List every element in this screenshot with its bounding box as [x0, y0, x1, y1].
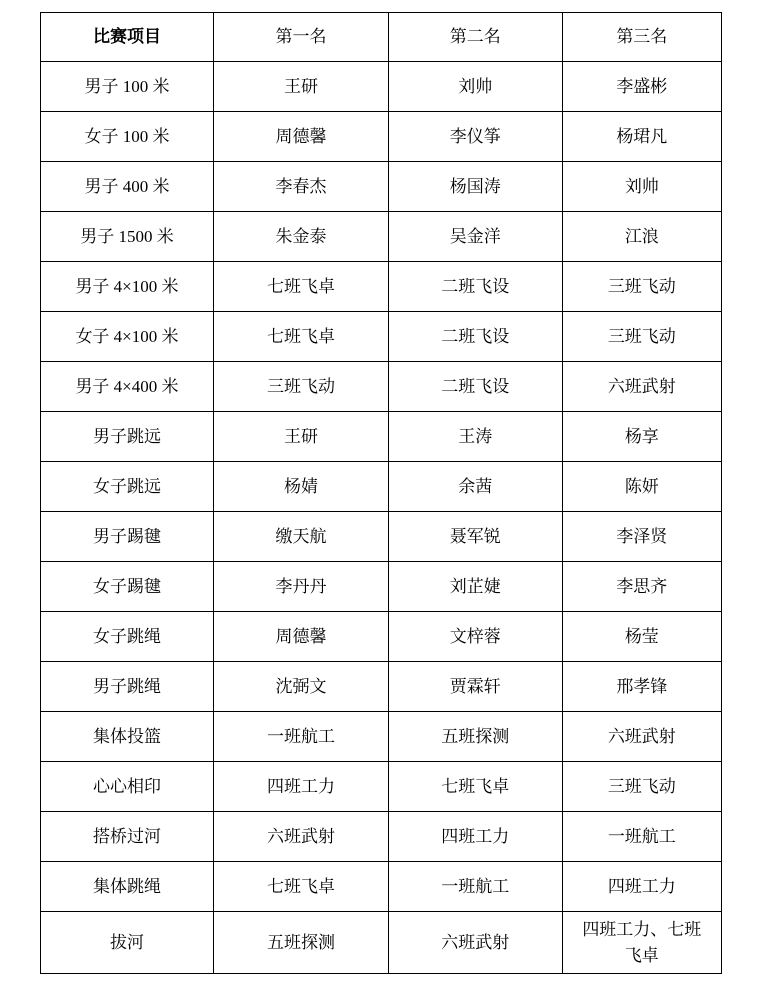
- winner-cell: 缴天航: [213, 512, 388, 562]
- event-cell: 男子踢毽: [41, 512, 214, 562]
- winner-cell: 二班飞设: [388, 262, 562, 312]
- table-row: [41, 862, 722, 912]
- winner-cell: 七班飞卓: [213, 262, 388, 312]
- winner-cell: 江浪: [562, 212, 721, 262]
- table-row: [41, 612, 722, 662]
- winner-cell: 李丹丹: [213, 562, 388, 612]
- winner-cell: 杨婧: [213, 462, 388, 512]
- header-cell-third-place: 第三名: [562, 13, 721, 62]
- winner-cell: 杨享: [562, 412, 721, 462]
- winner-cell: 一班航工: [562, 812, 721, 862]
- event-cell: 男子 400 米: [41, 162, 214, 212]
- winner-cell: 五班探测: [213, 912, 388, 974]
- winner-cell: 六班武射: [562, 362, 721, 412]
- table-row: [41, 62, 722, 112]
- winner-cell: 刘芷婕: [388, 562, 562, 612]
- winner-cell: 一班航工: [213, 712, 388, 762]
- table-row: [41, 562, 722, 612]
- winner-cell: 王涛: [388, 412, 562, 462]
- winner-cell: 李思齐: [562, 562, 721, 612]
- table-row: [41, 212, 722, 262]
- winner-cell: 杨珺凡: [562, 112, 721, 162]
- winner-cell: 四班工力: [388, 812, 562, 862]
- event-cell: 男子跳远: [41, 412, 214, 462]
- winner-cell: 杨国涛: [388, 162, 562, 212]
- header-cell-event: 比赛项目: [41, 13, 214, 62]
- table-row: [41, 412, 722, 462]
- event-cell: 心心相印: [41, 762, 214, 812]
- winner-cell: 六班武射: [562, 712, 721, 762]
- winner-cell: 三班飞动: [562, 312, 721, 362]
- table-row: [41, 912, 722, 974]
- table-row: [41, 312, 722, 362]
- winner-cell: 余茜: [388, 462, 562, 512]
- event-cell: 男子 4×100 米: [41, 262, 214, 312]
- winner-cell: 三班飞动: [213, 362, 388, 412]
- table-row: [41, 712, 722, 762]
- winner-cell: 杨莹: [562, 612, 721, 662]
- event-cell: 搭桥过河: [41, 812, 214, 862]
- winner-cell: 四班工力、七班 飞卓: [562, 912, 721, 974]
- event-cell: 女子跳绳: [41, 612, 214, 662]
- winner-cell: 李仪筝: [388, 112, 562, 162]
- event-cell: 男子 4×400 米: [41, 362, 214, 412]
- winner-cell: 王研: [213, 412, 388, 462]
- event-cell: 女子踢毽: [41, 562, 214, 612]
- event-cell: 集体跳绳: [41, 862, 214, 912]
- event-cell: 女子跳远: [41, 462, 214, 512]
- winner-cell: 刘帅: [388, 62, 562, 112]
- event-cell: 拔河: [41, 912, 214, 974]
- winner-cell: 五班探测: [388, 712, 562, 762]
- winner-cell: 吴金洋: [388, 212, 562, 262]
- winner-cell: 三班飞动: [562, 262, 721, 312]
- event-cell: 集体投篮: [41, 712, 214, 762]
- table-row: [41, 762, 722, 812]
- winner-cell: 聂军锐: [388, 512, 562, 562]
- table-row: [41, 162, 722, 212]
- event-cell: 女子 4×100 米: [41, 312, 214, 362]
- table-row: [41, 812, 722, 862]
- event-cell: 女子 100 米: [41, 112, 214, 162]
- header-cell-second-place: 第二名: [388, 13, 562, 62]
- winner-cell: 陈妍: [562, 462, 721, 512]
- winner-cell: 七班飞卓: [213, 862, 388, 912]
- winner-cell: 七班飞卓: [213, 312, 388, 362]
- event-cell: 男子 100 米: [41, 62, 214, 112]
- winner-cell: 刘帅: [562, 162, 721, 212]
- winner-cell: 二班飞设: [388, 362, 562, 412]
- winner-cell: 四班工力: [213, 762, 388, 812]
- winner-cell: 贾霖轩: [388, 662, 562, 712]
- table-row: [41, 462, 722, 512]
- winner-cell: 李泽贤: [562, 512, 721, 562]
- event-cell: 男子跳绳: [41, 662, 214, 712]
- winner-cell: 七班飞卓: [388, 762, 562, 812]
- winner-cell: 邢孝锋: [562, 662, 721, 712]
- winner-cell: 沈弼文: [213, 662, 388, 712]
- header-cell-first-place: 第一名: [213, 13, 388, 62]
- winner-cell: 朱金泰: [213, 212, 388, 262]
- winner-cell: 文梓蓉: [388, 612, 562, 662]
- table-row: [41, 262, 722, 312]
- winner-cell: 周德馨: [213, 112, 388, 162]
- winner-cell: 四班工力: [562, 862, 721, 912]
- table-row: [41, 662, 722, 712]
- winner-cell: 李春杰: [213, 162, 388, 212]
- header-row: [41, 13, 722, 62]
- winner-cell: 六班武射: [388, 912, 562, 974]
- winner-cell: 李盛彬: [562, 62, 721, 112]
- winner-cell: 一班航工: [388, 862, 562, 912]
- winner-cell: 二班飞设: [388, 312, 562, 362]
- winner-cell: 六班武射: [213, 812, 388, 862]
- winner-cell: 三班飞动: [562, 762, 721, 812]
- table-row: [41, 362, 722, 412]
- table-row: [41, 112, 722, 162]
- table-row: [41, 512, 722, 562]
- event-cell: 男子 1500 米: [41, 212, 214, 262]
- winner-cell: 王研: [213, 62, 388, 112]
- winner-cell: 周德馨: [213, 612, 388, 662]
- table-body: [41, 62, 722, 974]
- results-table: [40, 12, 722, 974]
